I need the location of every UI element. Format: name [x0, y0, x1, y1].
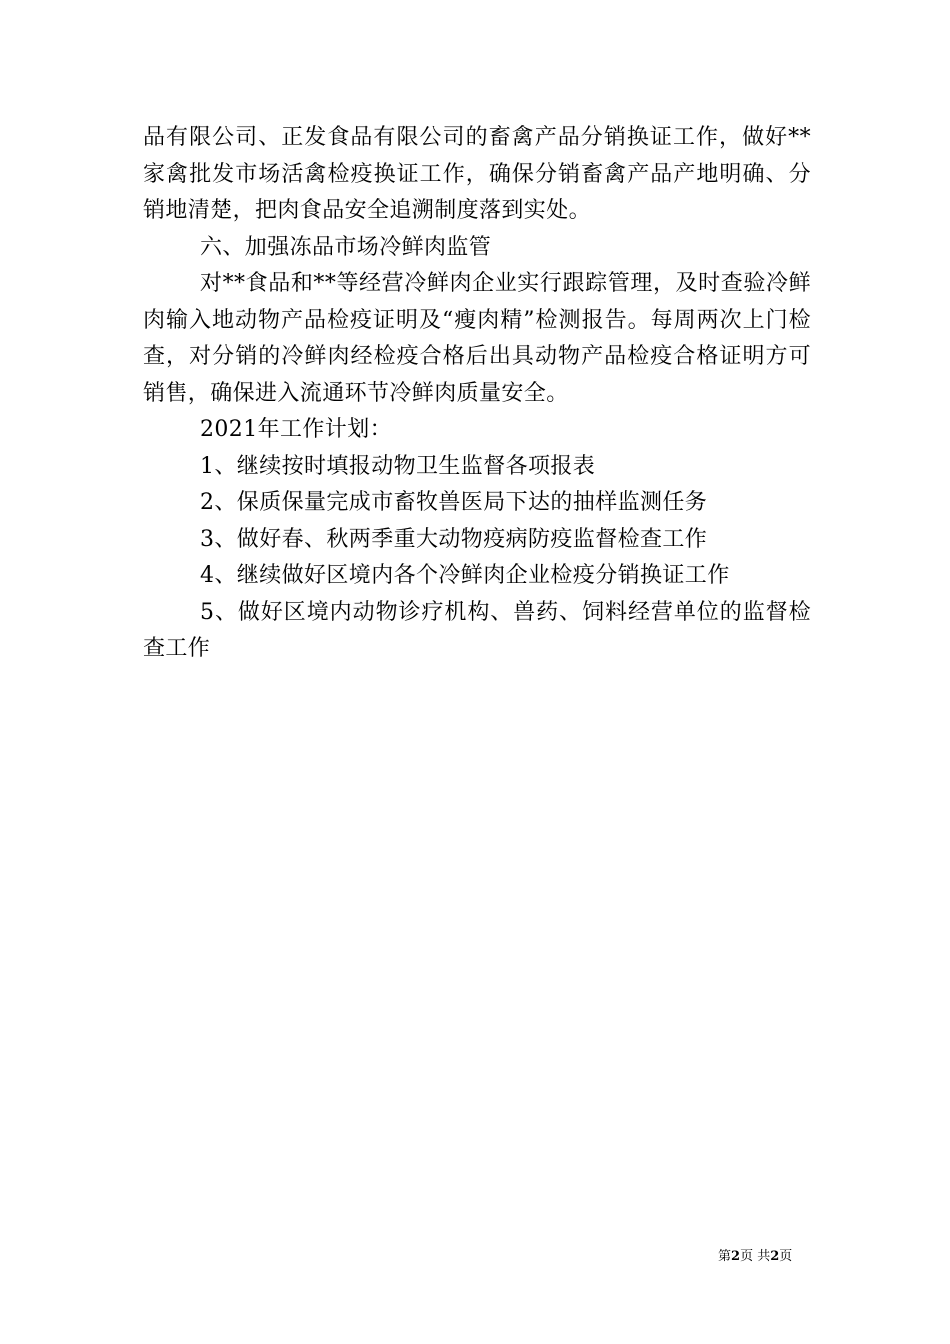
- plan-item-3: 3、做好春、秋两季重大动物疫病防疫监督检查工作: [200, 526, 708, 552]
- paragraph-cold-meat: 对**食品和**等经营冷鲜肉企业实行跟踪管理，及时查验冷鲜肉输入地动物产品检疫证明及“瘦肉精”检测报告。每周两次上门检查，对分销的冷鲜肉经检疫合格后出具动物产品检疫合格证明方可销售，确保进入流通环节冷鲜肉质量安全。: [143, 271, 811, 406]
- paragraph-continuation: 品有限公司、正发食品有限公司的畜禽产品分销换证工作，做好**家禽批发市场活禽检疫换证工作，确保分销畜禽产品产地明确、分销地清楚，把肉食品安全追溯制度落到实处。: [143, 125, 811, 223]
- plan-item-2: 2、保质保量完成市畜牧兽医局下达的抽样监测任务: [200, 490, 708, 515]
- section-heading-six: 六、加强冻品市场冷鲜肉监管: [200, 234, 492, 260]
- plan-item-1: 1、继续按时填报动物卫生监督各项报表: [200, 453, 596, 479]
- footer-prefix: 第: [718, 1249, 732, 1264]
- plan-item-5: 5、做好区境内动物诊疗机构、兽药、饲料经营单位的监督检查工作: [143, 599, 811, 661]
- footer-total-pages: 2: [770, 1249, 780, 1264]
- document-body: [143, 120, 811, 668]
- plan-item-4: 4、继续做好区境内各个冷鲜肉企业检疫分销换证工作: [200, 563, 730, 588]
- work-plan-heading: 2021年工作计划：: [200, 417, 392, 442]
- footer-current-page: 2: [731, 1249, 741, 1264]
- footer-suffix: 页: [779, 1249, 793, 1264]
- footer-middle: 页 共: [740, 1249, 771, 1264]
- page-footer: [718, 1248, 792, 1266]
